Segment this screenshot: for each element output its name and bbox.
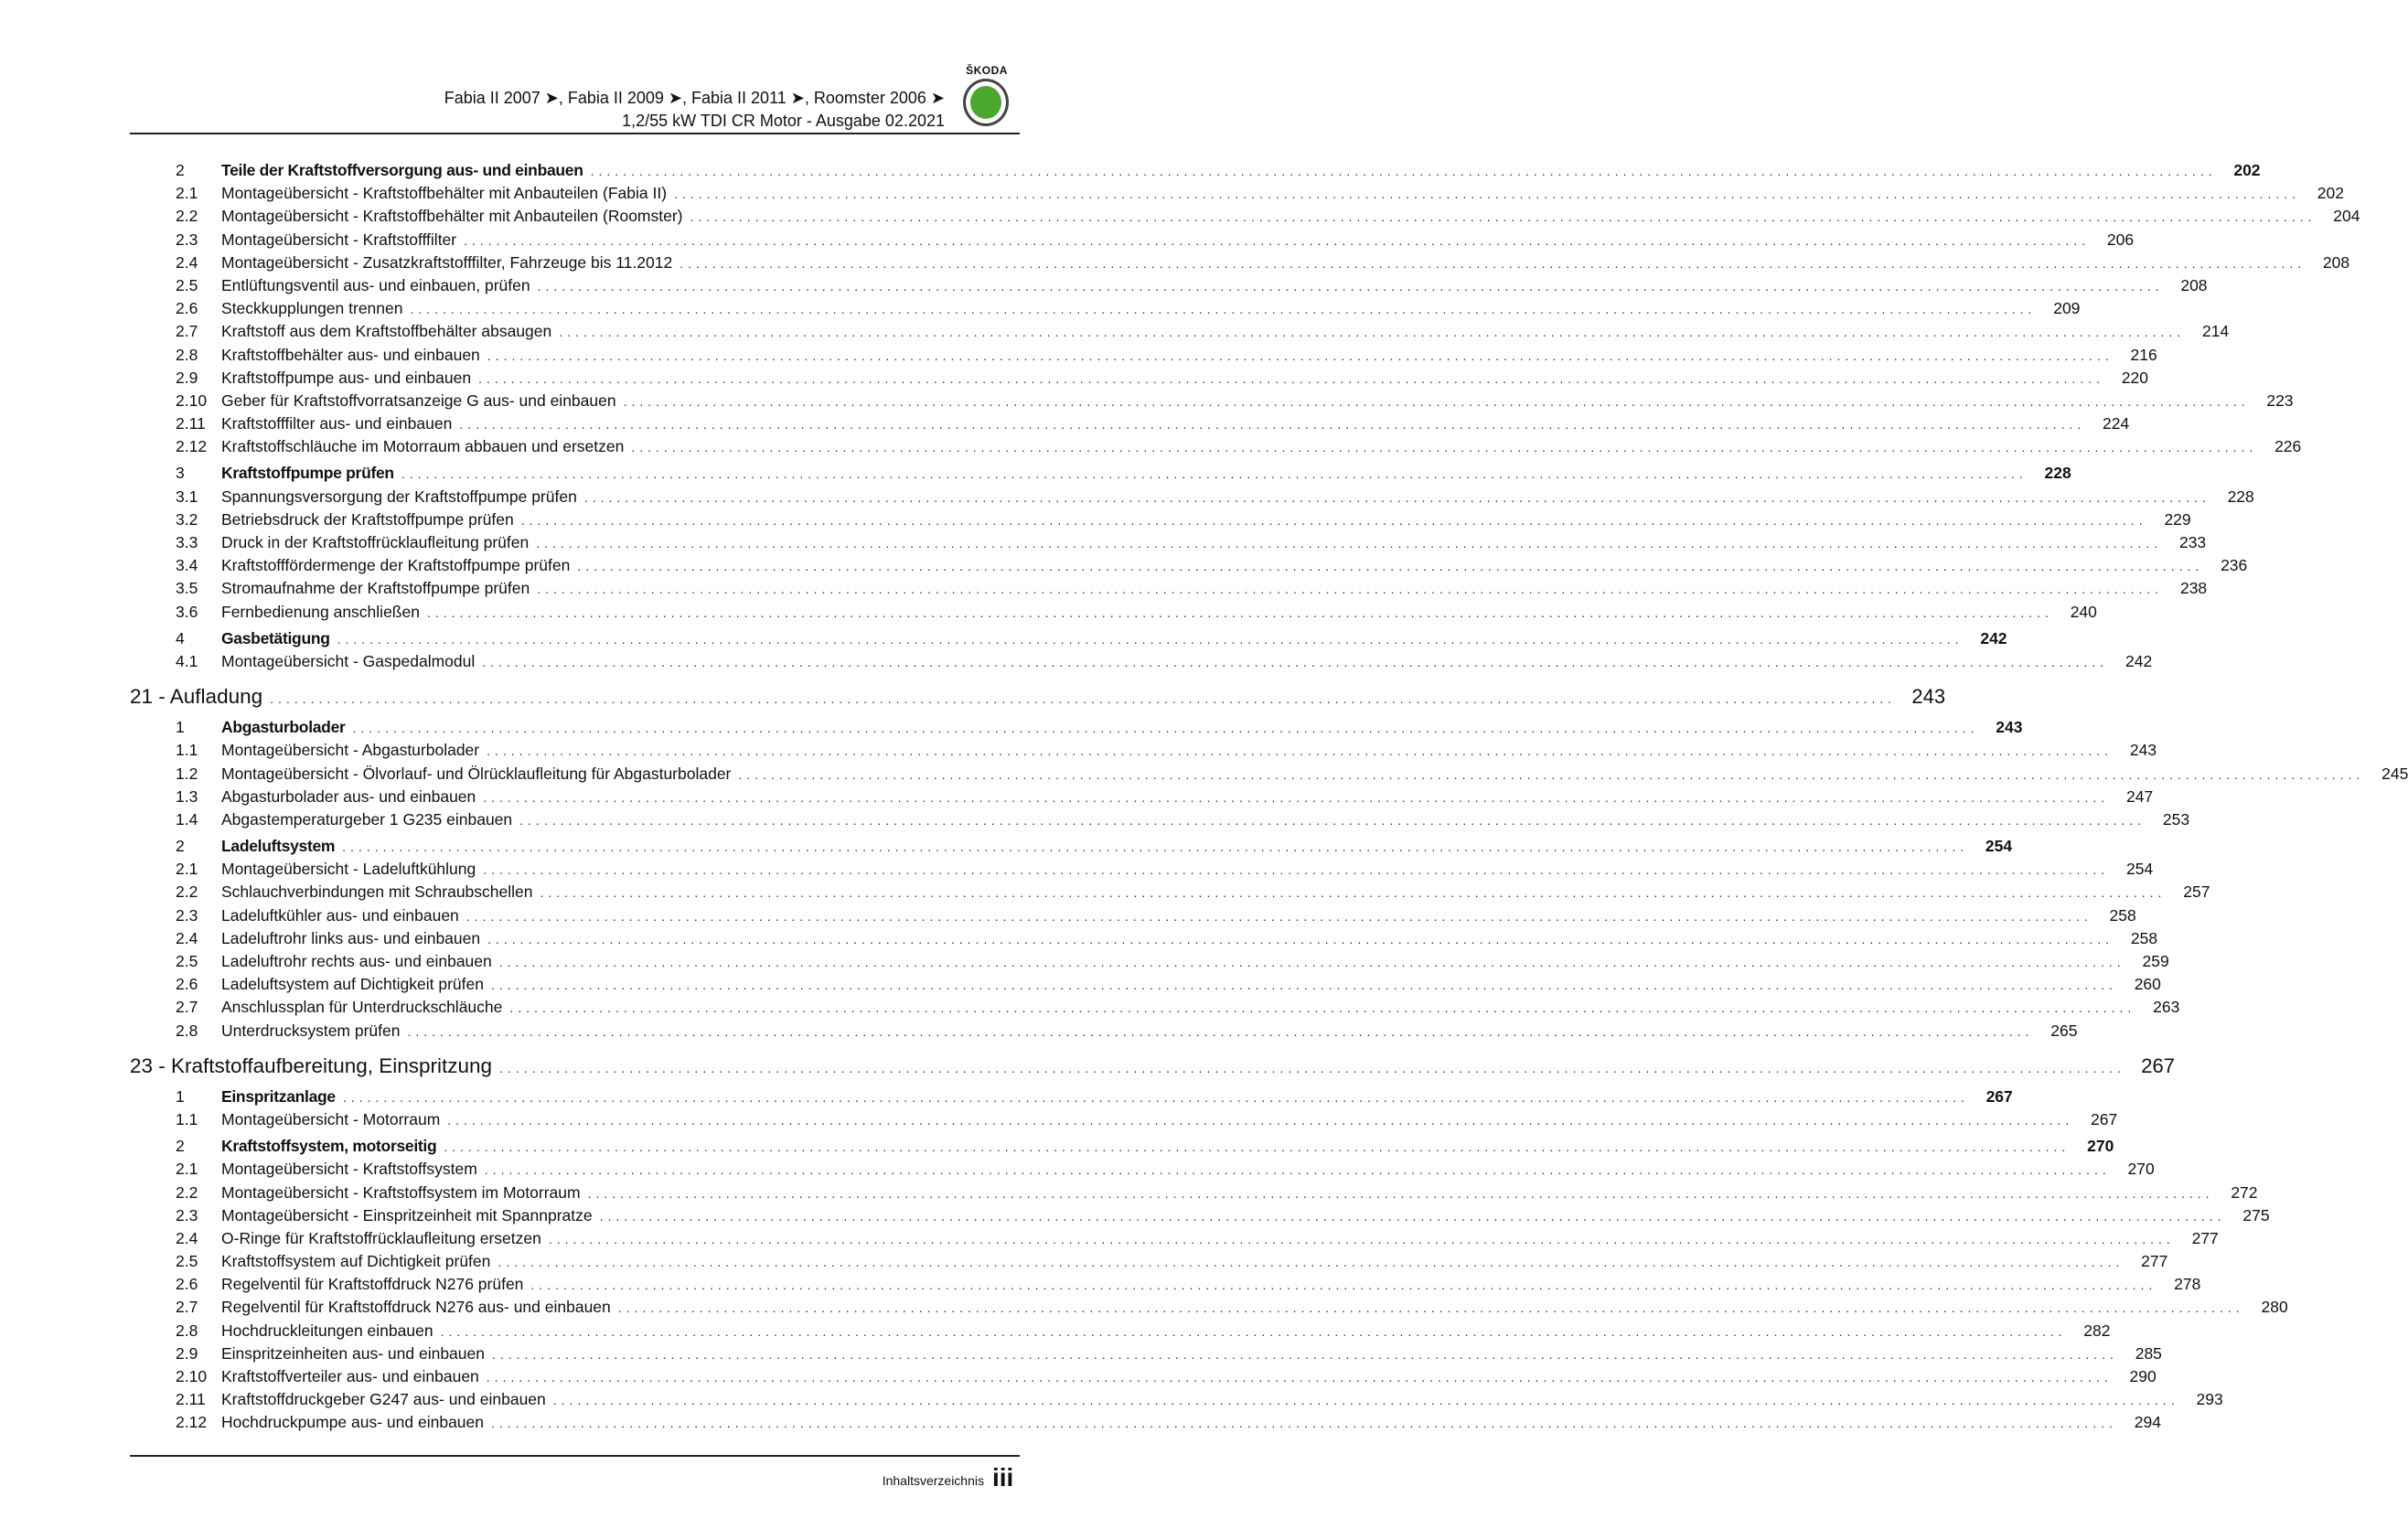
toc-section[interactable] xyxy=(130,161,2261,184)
skoda-logo-icon xyxy=(963,79,1009,126)
toc-number: 2.3 xyxy=(176,230,198,249)
toc-title: 23 - Kraftstoffaufbereitung, Einspritzung xyxy=(130,1053,493,1077)
toc-page: 240 xyxy=(2070,602,2097,621)
toc-title: Schlauchverbindungen mit Schraubschellen xyxy=(221,882,533,902)
header-rule xyxy=(130,133,1020,134)
toc-leader: ........................................................................................................................................................................................................ xyxy=(577,559,2204,574)
toc-section[interactable] xyxy=(130,464,2071,487)
toc-page: 254 xyxy=(1985,837,2013,856)
toc-leader: ........................................................................................................................................................................................................ xyxy=(491,1346,2118,1362)
brand-wordmark: ŠKODA xyxy=(966,64,1008,77)
toc-page: 294 xyxy=(2134,1413,2161,1432)
toc-page: 282 xyxy=(2083,1321,2111,1340)
toc-page: 220 xyxy=(2121,368,2148,387)
toc-title: Montageübersicht - Ladeluftkühlung xyxy=(221,860,476,879)
toc-leader: ........................................................................................................................................................................................................ xyxy=(631,440,2258,455)
toc-title: Anschlussplan für Unterdruckschläuche xyxy=(221,998,503,1017)
toc-entry[interactable] xyxy=(130,1321,2111,1344)
toc-entry[interactable] xyxy=(130,322,2230,345)
toc-title: Kraftstoffpumpe prüfen xyxy=(221,464,394,483)
toc-number: 3.3 xyxy=(176,533,198,551)
toc-title: Montageübersicht - Gaspedalmodul xyxy=(221,651,476,670)
toc-title: Kraftstoff aus dem Kraftstoffbehälter absaugen xyxy=(221,322,552,341)
toc-leader: ........................................................................................................................................................................................................ xyxy=(583,489,2210,505)
toc-leader: ........................................................................................................................................................................................................ xyxy=(410,302,2037,317)
toc-page: 254 xyxy=(2125,860,2154,879)
toc-title: Entlüftungsventil aus- und einbauen, prüfen xyxy=(221,275,530,294)
toc-entry[interactable] xyxy=(130,487,2254,510)
toc-number: 3.4 xyxy=(176,556,198,575)
toc-number: 3.2 xyxy=(176,509,198,529)
toc-page: 245 xyxy=(2381,764,2408,783)
toc-entry[interactable] xyxy=(130,345,2157,369)
toc-number: 3.5 xyxy=(176,579,198,598)
toc-number: 2.7 xyxy=(176,322,198,341)
toc-page: 293 xyxy=(2196,1390,2223,1409)
toc-title: Montageübersicht - Kraftstoffbehälter mit Anbauteilen (Fabia II) xyxy=(221,184,668,203)
toc-page: 277 xyxy=(2141,1252,2168,1271)
toc-title: Ladeluftkühler aus- und einbauen xyxy=(221,905,459,925)
header-engine-edition: 1,2/55 kW TDI CR Motor - Ausgabe 02.2021 xyxy=(622,112,945,130)
toc-number: 2.10 xyxy=(176,390,208,410)
toc-title: Kraftstoffverteiler aus- und einbauen xyxy=(221,1367,479,1385)
toc-number: 2.5 xyxy=(176,1252,198,1271)
toc-entry[interactable] xyxy=(130,1021,2078,1044)
toc-entry[interactable] xyxy=(130,928,2158,952)
toc-number: 2.4 xyxy=(176,928,198,947)
toc-leader: ........................................................................................................................................................................................................ xyxy=(447,1112,2074,1128)
toc-leader: ........................................................................................................................................................................................................ xyxy=(490,978,2117,993)
toc-entry[interactable] xyxy=(130,1343,2162,1367)
toc-leader: ........................................................................................................................................................................................................ xyxy=(487,743,2114,759)
toc-number: 2.7 xyxy=(176,998,198,1017)
toc-number: 2.3 xyxy=(176,905,198,925)
toc-title: Hochdruckpumpe aus- und einbauen xyxy=(221,1413,484,1432)
toc-page: 243 xyxy=(2129,741,2157,760)
toc-page: 202 xyxy=(2233,161,2261,179)
toc-leader: ........................................................................................................................................................................................................ xyxy=(536,536,2163,551)
toc-title: Ladeluftrohr rechts aus- und einbauen xyxy=(221,952,492,970)
toc-entry[interactable] xyxy=(130,764,2408,787)
footer-section: Inhaltsverzeichnis xyxy=(882,1473,984,1488)
toc-number: 2.8 xyxy=(176,1321,198,1340)
toc-title: Kraftstoffbehälter aus- und einbauen xyxy=(221,345,480,364)
toc-entry[interactable] xyxy=(130,651,2153,675)
toc-chapter[interactable] xyxy=(130,1053,2176,1084)
toc-title: Montageübersicht - Ölvorlauf- und Ölrücklaufleitung für Abgasturbolader xyxy=(221,764,732,783)
toc-entry[interactable] xyxy=(130,1160,2155,1182)
toc-title: Geber für Kraftstoffvorratsanzeige G aus- und einbauen xyxy=(221,390,616,410)
toc-page: 290 xyxy=(2129,1367,2156,1385)
toc-number: 1 xyxy=(176,718,185,737)
toc-number: 3 xyxy=(176,464,185,483)
toc-title: Montageübersicht - Kraftstoffsystem xyxy=(221,1160,477,1179)
toc-entry[interactable] xyxy=(130,998,2180,1021)
toc-number: 3.1 xyxy=(176,487,198,506)
toc-entry[interactable] xyxy=(130,952,2169,975)
toc-number: 1.2 xyxy=(176,764,198,783)
toc-page: 243 xyxy=(1996,718,2023,737)
toc-entry[interactable] xyxy=(130,299,2081,322)
toc-entry[interactable] xyxy=(130,1252,2168,1275)
toc-number: 2.11 xyxy=(176,1390,206,1409)
toc-section[interactable] xyxy=(130,718,2023,741)
toc-title: Betriebsdruck der Kraftstoffpumpe prüfen xyxy=(221,509,514,529)
toc-page: 275 xyxy=(2242,1205,2270,1225)
toc-number: 2.2 xyxy=(176,207,198,226)
toc-title: Kraftstoffschläuche im Motorraum abbauen und ersetzen xyxy=(221,437,625,456)
toc-entry[interactable] xyxy=(130,275,2208,299)
toc-page: 277 xyxy=(2191,1228,2219,1247)
toc-page: 224 xyxy=(2103,414,2130,433)
toc-page: 267 xyxy=(2141,1053,2176,1077)
toc-number: 2.8 xyxy=(176,1021,198,1040)
toc-leader: ........................................................................................................................................................................................................ xyxy=(519,812,2146,828)
toc-number: 1.1 xyxy=(176,741,198,760)
toc-leader: ........................................................................................................................................................................................................ xyxy=(342,1089,1969,1105)
toc-title: Ladeluftsystem auf Dichtigkeit prüfen xyxy=(221,975,484,994)
toc-title: Teile der Kraftstoffversorgung aus- und einbauen xyxy=(221,161,583,179)
toc-page: 253 xyxy=(2162,809,2190,829)
toc-page: 214 xyxy=(2201,322,2230,341)
toc-leader: ........................................................................................................................................................................................................ xyxy=(587,1185,2214,1201)
toc-title: Montageübersicht - Kraftstoffbehälter mit Anbauteilen (Roomster) xyxy=(221,207,683,226)
toc-page: 278 xyxy=(2174,1275,2201,1294)
toc-number: 2.12 xyxy=(176,437,208,456)
toc-title: Regelventil für Kraftstoffdruck N276 prüfen xyxy=(221,1275,524,1294)
toc-entry[interactable] xyxy=(130,860,2154,882)
toc-leader: ........................................................................................................................................................................................................ xyxy=(342,840,1969,855)
toc-number: 1.4 xyxy=(176,809,198,829)
toc-number: 2.3 xyxy=(176,1205,198,1225)
toc-title: Fernbedienung anschließen xyxy=(221,602,420,621)
toc-title: Montageübersicht - Abgasturbolader xyxy=(221,741,480,760)
toc-title: Kraftstofffilter aus- und einbauen xyxy=(221,414,453,433)
toc-title: Unterdrucksystem prüfen xyxy=(221,1021,401,1040)
toc-number: 2.7 xyxy=(176,1298,198,1317)
toc-entry[interactable] xyxy=(130,1413,2161,1436)
toc-page: 243 xyxy=(1911,685,1946,709)
toc-number: 2 xyxy=(176,1137,185,1156)
toc-title: Einspritzanlage xyxy=(221,1086,336,1106)
toc-entry[interactable] xyxy=(130,579,2208,602)
toc-entry[interactable] xyxy=(130,390,2294,414)
toc-page: 238 xyxy=(2179,579,2208,598)
toc-page: 263 xyxy=(2153,998,2180,1017)
toc-leader: ........................................................................................................................................................................................................ xyxy=(509,1000,2136,1016)
toc-page: 280 xyxy=(2261,1298,2288,1317)
toc-leader: ........................................................................................................................................................................................................ xyxy=(540,885,2167,901)
toc-title: Steckkupplungen trennen xyxy=(221,299,403,318)
toc-title: Abgastemperaturgeber 1 G235 einbauen xyxy=(221,809,513,829)
toc-title: Montageübersicht - Einspritzeinheit mit Spannpratze xyxy=(221,1205,593,1225)
toc-page: 229 xyxy=(2164,509,2191,529)
toc-entry[interactable] xyxy=(130,1367,2156,1390)
toc-number: 1.3 xyxy=(176,786,198,806)
toc-number: 2 xyxy=(176,837,185,856)
toc-leader: ........................................................................................................................................................................................................ xyxy=(337,631,1964,647)
toc-page: 208 xyxy=(2322,252,2350,272)
toc-title: Montageübersicht - Kraftstofffilter xyxy=(221,230,457,249)
toc-entry[interactable] xyxy=(130,437,2302,460)
toc-page: 236 xyxy=(2221,556,2248,575)
toc-entry[interactable] xyxy=(130,786,2154,810)
table-of-contents xyxy=(130,157,2408,1437)
toc-leader: ........................................................................................................................................................................................................ xyxy=(499,1060,2126,1075)
toc-page: 260 xyxy=(2134,975,2161,994)
toc-section[interactable] xyxy=(130,837,2013,860)
toc-entry[interactable] xyxy=(130,533,2207,556)
toc-leader: ........................................................................................................................................................................................................ xyxy=(674,187,2300,202)
toc-entry[interactable] xyxy=(130,1298,2288,1321)
toc-entry[interactable] xyxy=(130,1182,2258,1206)
toc-page: 228 xyxy=(2227,487,2254,506)
toc-page: 258 xyxy=(2109,905,2136,925)
toc-page: 267 xyxy=(2091,1109,2118,1128)
toc-number: 2.4 xyxy=(176,1228,198,1247)
toc-title: Druck in der Kraftstoffrücklaufleitung prüfen xyxy=(221,533,530,551)
toc-page: 267 xyxy=(1985,1086,2013,1106)
toc-page: 204 xyxy=(2333,207,2360,226)
toc-number: 2.1 xyxy=(176,184,198,203)
toc-page: 226 xyxy=(2274,437,2302,456)
toc-page: 257 xyxy=(2183,882,2210,902)
toc-entry[interactable] xyxy=(130,1390,2223,1413)
toc-leader: ........................................................................................................................................................................................................ xyxy=(459,417,2086,433)
toc-number: 2.5 xyxy=(176,275,198,294)
toc-leader: ........................................................................................................................................................................................................ xyxy=(530,1278,2157,1293)
toc-leader: ........................................................................................................................................................................................................ xyxy=(487,348,2114,363)
toc-page: 265 xyxy=(2050,1021,2078,1040)
toc-number: 2.8 xyxy=(176,345,198,364)
toc-page: 202 xyxy=(2317,184,2344,203)
toc-number: 2.6 xyxy=(176,299,198,318)
toc-entry[interactable] xyxy=(130,252,2350,276)
toc-leader: ........................................................................................................................................................................................................ xyxy=(690,209,2317,225)
toc-leader: ........................................................................................................................................................................................................ xyxy=(440,1323,2067,1339)
toc-number: 2.9 xyxy=(176,1343,198,1363)
toc-number: 2.9 xyxy=(176,368,198,387)
toc-entry[interactable] xyxy=(130,556,2248,579)
toc-leader: ........................................................................................................................................................................................................ xyxy=(623,393,2250,409)
toc-title: Kraftstoffpumpe aus- und einbauen xyxy=(221,368,472,387)
toc-title: Kraftstoffdruckgeber G247 aus- und einbauen xyxy=(221,1390,546,1409)
toc-entry[interactable] xyxy=(130,809,2190,833)
toc-entry[interactable] xyxy=(130,882,2210,905)
toc-leader: ........................................................................................................................................................................................................ xyxy=(483,789,2110,805)
toc-title: Spannungsversorgung der Kraftstoffpumpe prüfen xyxy=(221,487,577,506)
toc-leader: ........................................................................................................................................................................................................ xyxy=(401,466,2028,482)
toc-title: Abgasturbolader aus- und einbauen xyxy=(221,786,476,806)
toc-title: Montageübersicht - Motorraum xyxy=(221,1109,441,1128)
toc-number: 1.1 xyxy=(176,1109,198,1128)
toc-page: 216 xyxy=(2130,345,2157,364)
toc-title: Montageübersicht - Zusatzkraftstofffilter, Fahrzeuge bis 11.2012 xyxy=(221,252,673,272)
toc-number: 4.1 xyxy=(176,651,198,670)
toc-leader: ........................................................................................................................................................................................................ xyxy=(680,255,2306,271)
toc-title: Gasbetätigung xyxy=(221,628,330,647)
toc-leader: ........................................................................................................................................................................................................ xyxy=(487,931,2114,946)
toc-title: Stromaufnahme der Kraftstoffpumpe prüfen xyxy=(221,579,530,598)
toc-entry[interactable] xyxy=(130,1109,2118,1133)
toc-number: 2.2 xyxy=(176,882,198,902)
toc-leader: ........................................................................................................................................................................................................ xyxy=(478,370,2104,386)
toc-entry[interactable] xyxy=(130,414,2130,437)
toc-page: 233 xyxy=(2178,533,2207,551)
toc-number: 2.11 xyxy=(176,414,206,433)
toc-leader: ........................................................................................................................................................................................................ xyxy=(464,232,2091,248)
toc-leader: ........................................................................................................................................................................................................ xyxy=(617,1300,2244,1316)
toc-page: 209 xyxy=(2053,299,2081,318)
toc-entry[interactable] xyxy=(130,184,2344,207)
toc-leader: ........................................................................................................................................................................................................ xyxy=(407,1023,2034,1039)
toc-number: 2 xyxy=(176,161,185,179)
toc-page: 285 xyxy=(2135,1343,2162,1363)
toc-title: Regelventil für Kraftstoffdruck N276 aus- und einbauen xyxy=(221,1298,611,1317)
toc-entry[interactable] xyxy=(130,207,2360,230)
toc-number: 2.2 xyxy=(176,1182,198,1202)
toc-page: 258 xyxy=(2130,928,2158,947)
toc-page: 223 xyxy=(2266,390,2294,410)
toc-title: Kraftstofffördermenge der Kraftstoffpumpe prüfen xyxy=(221,556,571,575)
toc-leader: ........................................................................................................................................................................................................ xyxy=(482,654,2109,669)
toc-entry[interactable] xyxy=(130,1205,2270,1229)
toc-leader: ........................................................................................................................................................................................................ xyxy=(352,721,1979,736)
toc-page: 208 xyxy=(2180,275,2208,294)
toc-leader: ........................................................................................................................................................................................................ xyxy=(559,325,2186,340)
toc-leader: ........................................................................................................................................................................................................ xyxy=(498,1255,2124,1270)
toc-entry[interactable] xyxy=(130,509,2191,533)
toc-page: 242 xyxy=(2124,651,2153,670)
toc-title: Einspritzeinheiten aus- und einbauen xyxy=(221,1343,485,1363)
toc-title: 21 - Aufladung xyxy=(130,685,263,709)
toc-entry[interactable] xyxy=(130,1275,2201,1298)
toc-title: Hochdruckleitungen einbauen xyxy=(221,1321,433,1340)
toc-leader: ........................................................................................................................................................................................................ xyxy=(484,1162,2111,1178)
toc-number: 2.12 xyxy=(176,1413,208,1432)
toc-title: Kraftstoffsystem auf Dichtigkeit prüfen xyxy=(221,1252,491,1271)
toc-leader: ........................................................................................................................................................................................................ xyxy=(270,691,1897,707)
toc-leader: ........................................................................................................................................................................................................ xyxy=(537,582,2164,597)
toc-leader: ........................................................................................................................................................................................................ xyxy=(590,164,2217,178)
toc-section[interactable] xyxy=(130,1086,2013,1110)
toc-number: 4 xyxy=(176,628,185,647)
toc-page: 270 xyxy=(2127,1160,2155,1179)
toc-number: 2.1 xyxy=(176,1160,198,1179)
toc-leader: ........................................................................................................................................................................................................ xyxy=(548,1231,2175,1246)
toc-page: 206 xyxy=(2106,230,2135,249)
toc-page: 259 xyxy=(2142,952,2169,970)
toc-entry[interactable] xyxy=(130,975,2161,998)
toc-page: 242 xyxy=(1980,628,2007,647)
toc-section[interactable] xyxy=(130,1137,2114,1160)
toc-number: 2.1 xyxy=(176,860,198,879)
toc-number: 2.5 xyxy=(176,952,198,970)
toc-chapter[interactable] xyxy=(130,685,1946,714)
toc-leader: ........................................................................................................................................................................................................ xyxy=(466,908,2092,924)
toc-leader: ........................................................................................................................................................................................................ xyxy=(483,862,2110,878)
toc-title: Montageübersicht - Kraftstoffsystem im Motorraum xyxy=(221,1182,581,1202)
toc-page: 272 xyxy=(2231,1182,2258,1202)
toc-leader: ........................................................................................................................................................................................................ xyxy=(426,604,2053,620)
toc-leader: ........................................................................................................................................................................................................ xyxy=(491,1416,2117,1431)
toc-leader: ........................................................................................................................................................................................................ xyxy=(537,278,2164,294)
toc-number: 2.4 xyxy=(176,252,198,272)
toc-title: O-Ringe für Kraftstoffrücklaufleitung ersetzen xyxy=(221,1228,541,1247)
toc-number: 1 xyxy=(176,1086,185,1106)
toc-number: 2.6 xyxy=(176,975,198,994)
toc-leader: ........................................................................................................................................................................................................ xyxy=(486,1370,2113,1385)
toc-title: Ladeluftrohr links aus- und einbauen xyxy=(221,928,481,947)
toc-leader: ........................................................................................................................................................................................................ xyxy=(738,766,2365,782)
footer-page-number: iii xyxy=(992,1463,1014,1492)
toc-leader: ........................................................................................................................................................................................................ xyxy=(599,1208,2226,1224)
toc-leader: ........................................................................................................................................................................................................ xyxy=(552,1393,2179,1408)
toc-title: Kraftstoffsystem, motorseitig xyxy=(221,1137,437,1156)
toc-title: Ladeluftsystem xyxy=(221,837,336,856)
toc-title: Abgasturbolader xyxy=(221,718,346,737)
toc-page: 247 xyxy=(2126,786,2154,806)
toc-leader: ........................................................................................................................................................................................................ xyxy=(498,955,2125,969)
toc-leader: ........................................................................................................................................................................................................ xyxy=(444,1139,2071,1155)
toc-entry[interactable] xyxy=(130,602,2097,626)
toc-entry[interactable] xyxy=(130,368,2148,391)
footer-rule xyxy=(130,1455,1020,1457)
toc-number: 3.6 xyxy=(176,602,198,621)
header-models: Fabia II 2007 ➤, Fabia II 2009 ➤, Fabia II 2011 ➤, Roomster 2006 ➤ xyxy=(444,89,945,107)
toc-leader: ........................................................................................................................................................................................................ xyxy=(520,512,2147,528)
toc-number: 2.6 xyxy=(176,1275,198,1294)
toc-page: 270 xyxy=(2087,1137,2114,1156)
toc-entry[interactable] xyxy=(130,905,2136,929)
toc-entry[interactable] xyxy=(130,230,2135,253)
toc-entry[interactable] xyxy=(130,1228,2219,1252)
toc-section[interactable] xyxy=(130,628,2007,652)
toc-page: 228 xyxy=(2044,464,2071,483)
toc-number: 2.10 xyxy=(176,1367,208,1385)
toc-entry[interactable] xyxy=(130,741,2157,764)
